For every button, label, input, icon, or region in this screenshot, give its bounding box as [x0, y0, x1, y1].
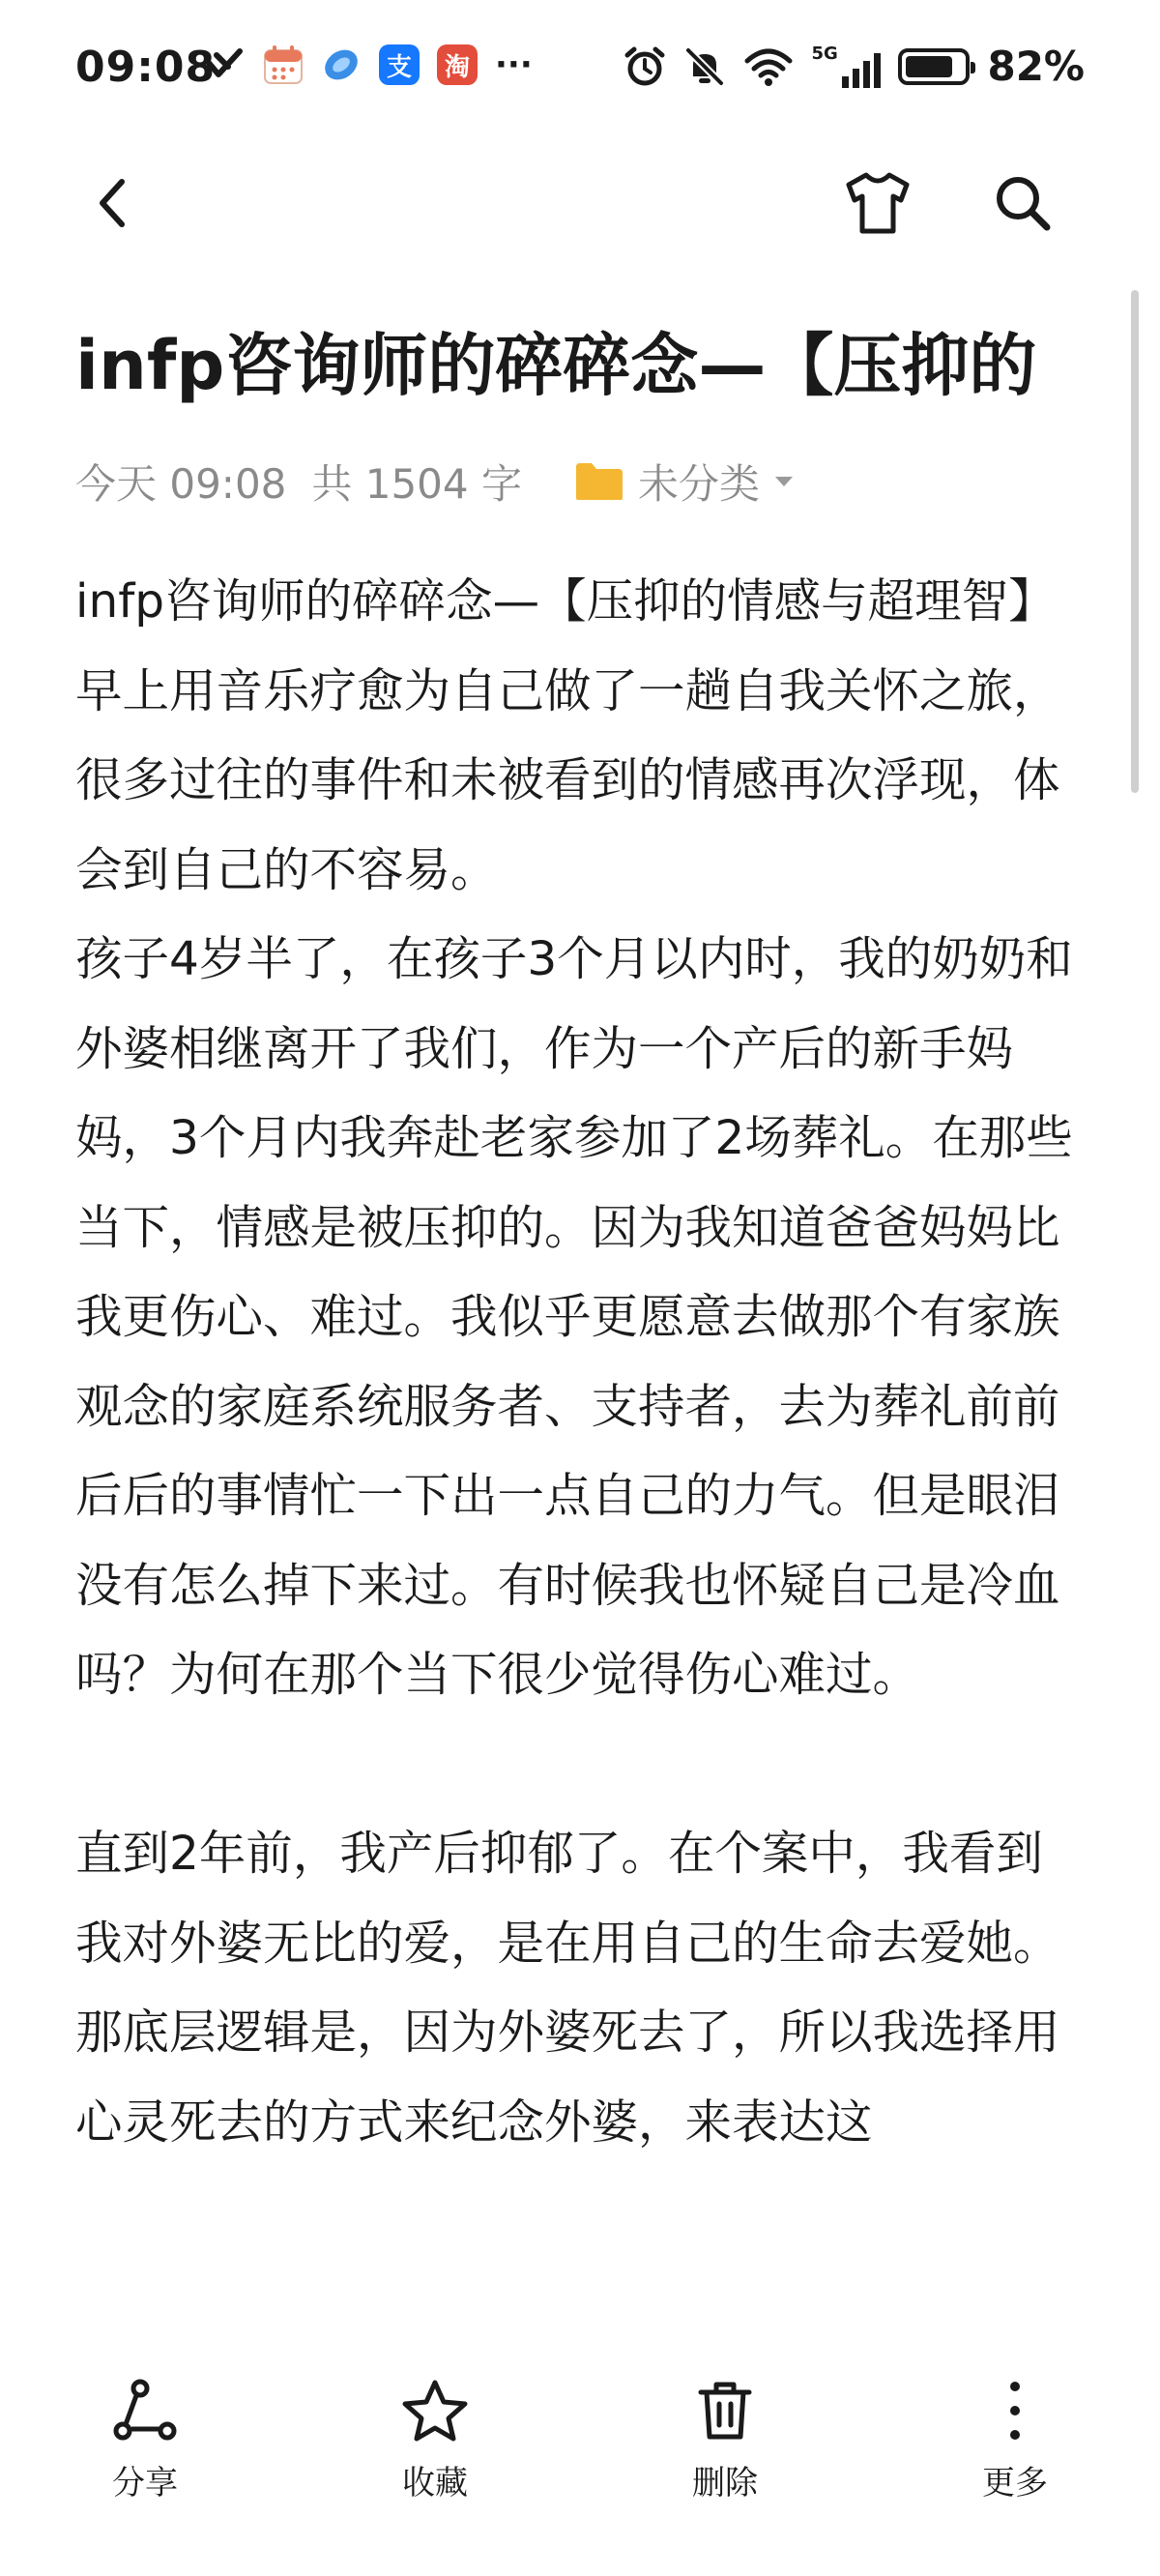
note-title[interactable]: infp咨询师的碎碎念—【压抑的: [75, 326, 1037, 405]
share-icon: [111, 2379, 179, 2443]
note-meta: [75, 453, 795, 511]
more-notifications-icon: ···: [495, 45, 533, 84]
taobao-app-icon: 淘: [437, 44, 478, 85]
paragraph: 孩子4岁半了，在孩子3个月以内时，我的奶奶和外婆相继离开了我们，作为一个产后的新手妈妈，3个月内我奔赴老家参加了2场葬礼。在那些当下，情感是被压抑的。因为我知道爸爸妈妈比我更伤心、难过。我似乎更愿意去做那个有家族观念的家庭系统服务者、支持者，去为葬礼前前后后的事情忙一下出一点自己的力气。但是眼泪没有怎么掉下来过。有时候我也怀疑自己是冷血吗？为何在那个当下很少觉得伤心难过。: [75, 932, 1073, 1702]
status-time: 09:08: [75, 43, 217, 92]
paragraph: infp咨询师的碎碎念—【压抑的情感与超理智】: [75, 574, 1056, 629]
paragraph: 早上用音乐疗愈为自己做了一趟自我关怀之旅，很多过往的事件和未被看到的情感再次浮现，体会到自己的不容易。: [75, 663, 1060, 897]
note-content[interactable]: [75, 557, 1085, 2375]
battery-percent: 82%: [987, 43, 1085, 90]
star-icon: [401, 2379, 469, 2443]
bottom-action-bar: [0, 2350, 1160, 2576]
signal-5g-icon: [811, 45, 881, 88]
wifi-icon: [743, 45, 794, 88]
category-label: 未分类: [637, 460, 760, 508]
trash-icon: [691, 2379, 759, 2443]
system-indicators: [624, 43, 1085, 90]
calendar-app-icon: [263, 44, 304, 85]
favorite-button[interactable]: [290, 2350, 580, 2576]
paragraph: 直到2年前，我产后抑郁了。在个案中，我看到我对外婆无比的爱，是在用自己的生命去爱她。那底层逻辑是，因为外婆死去了，所以我选择用心灵死去的方式来纪念外婆，来表达这: [75, 1827, 1060, 2150]
word-count: 共 1504 字: [311, 460, 522, 508]
heartbeat-icon: [203, 45, 246, 84]
mute-icon: [683, 45, 726, 88]
search-icon: [991, 171, 1055, 235]
delete-label: 删除: [692, 2464, 758, 2503]
delete-button[interactable]: [580, 2350, 870, 2576]
paragraph: [75, 1720, 1085, 1810]
scrollbar[interactable]: [1131, 290, 1139, 793]
alarm-icon: [624, 45, 666, 88]
more-button[interactable]: [870, 2350, 1160, 2576]
chevron-left-icon: [93, 174, 131, 232]
search-button[interactable]: [965, 145, 1081, 261]
favorite-label: 收藏: [402, 2464, 468, 2503]
caret-down-icon: [773, 474, 795, 489]
more-vertical-icon: [981, 2379, 1049, 2443]
share-button[interactable]: [0, 2350, 290, 2576]
theme-button[interactable]: [820, 145, 936, 261]
folder-icon: [574, 461, 624, 502]
network-type-label: 5G: [811, 43, 838, 64]
more-label: 更多: [982, 2464, 1048, 2503]
status-bar: [0, 0, 1160, 145]
battery-icon: [898, 48, 970, 85]
note-date: 今天 09:08: [75, 460, 287, 508]
tshirt-icon: [841, 169, 914, 237]
share-label: 分享: [112, 2464, 178, 2503]
back-button[interactable]: [54, 145, 170, 261]
category-selector[interactable]: [574, 453, 795, 511]
alipay-app-icon: 支: [379, 44, 420, 85]
top-navigation: [0, 145, 1160, 261]
battery-level: [906, 56, 952, 77]
notification-icons: [203, 44, 533, 85]
browser-app-icon: [321, 44, 362, 85]
